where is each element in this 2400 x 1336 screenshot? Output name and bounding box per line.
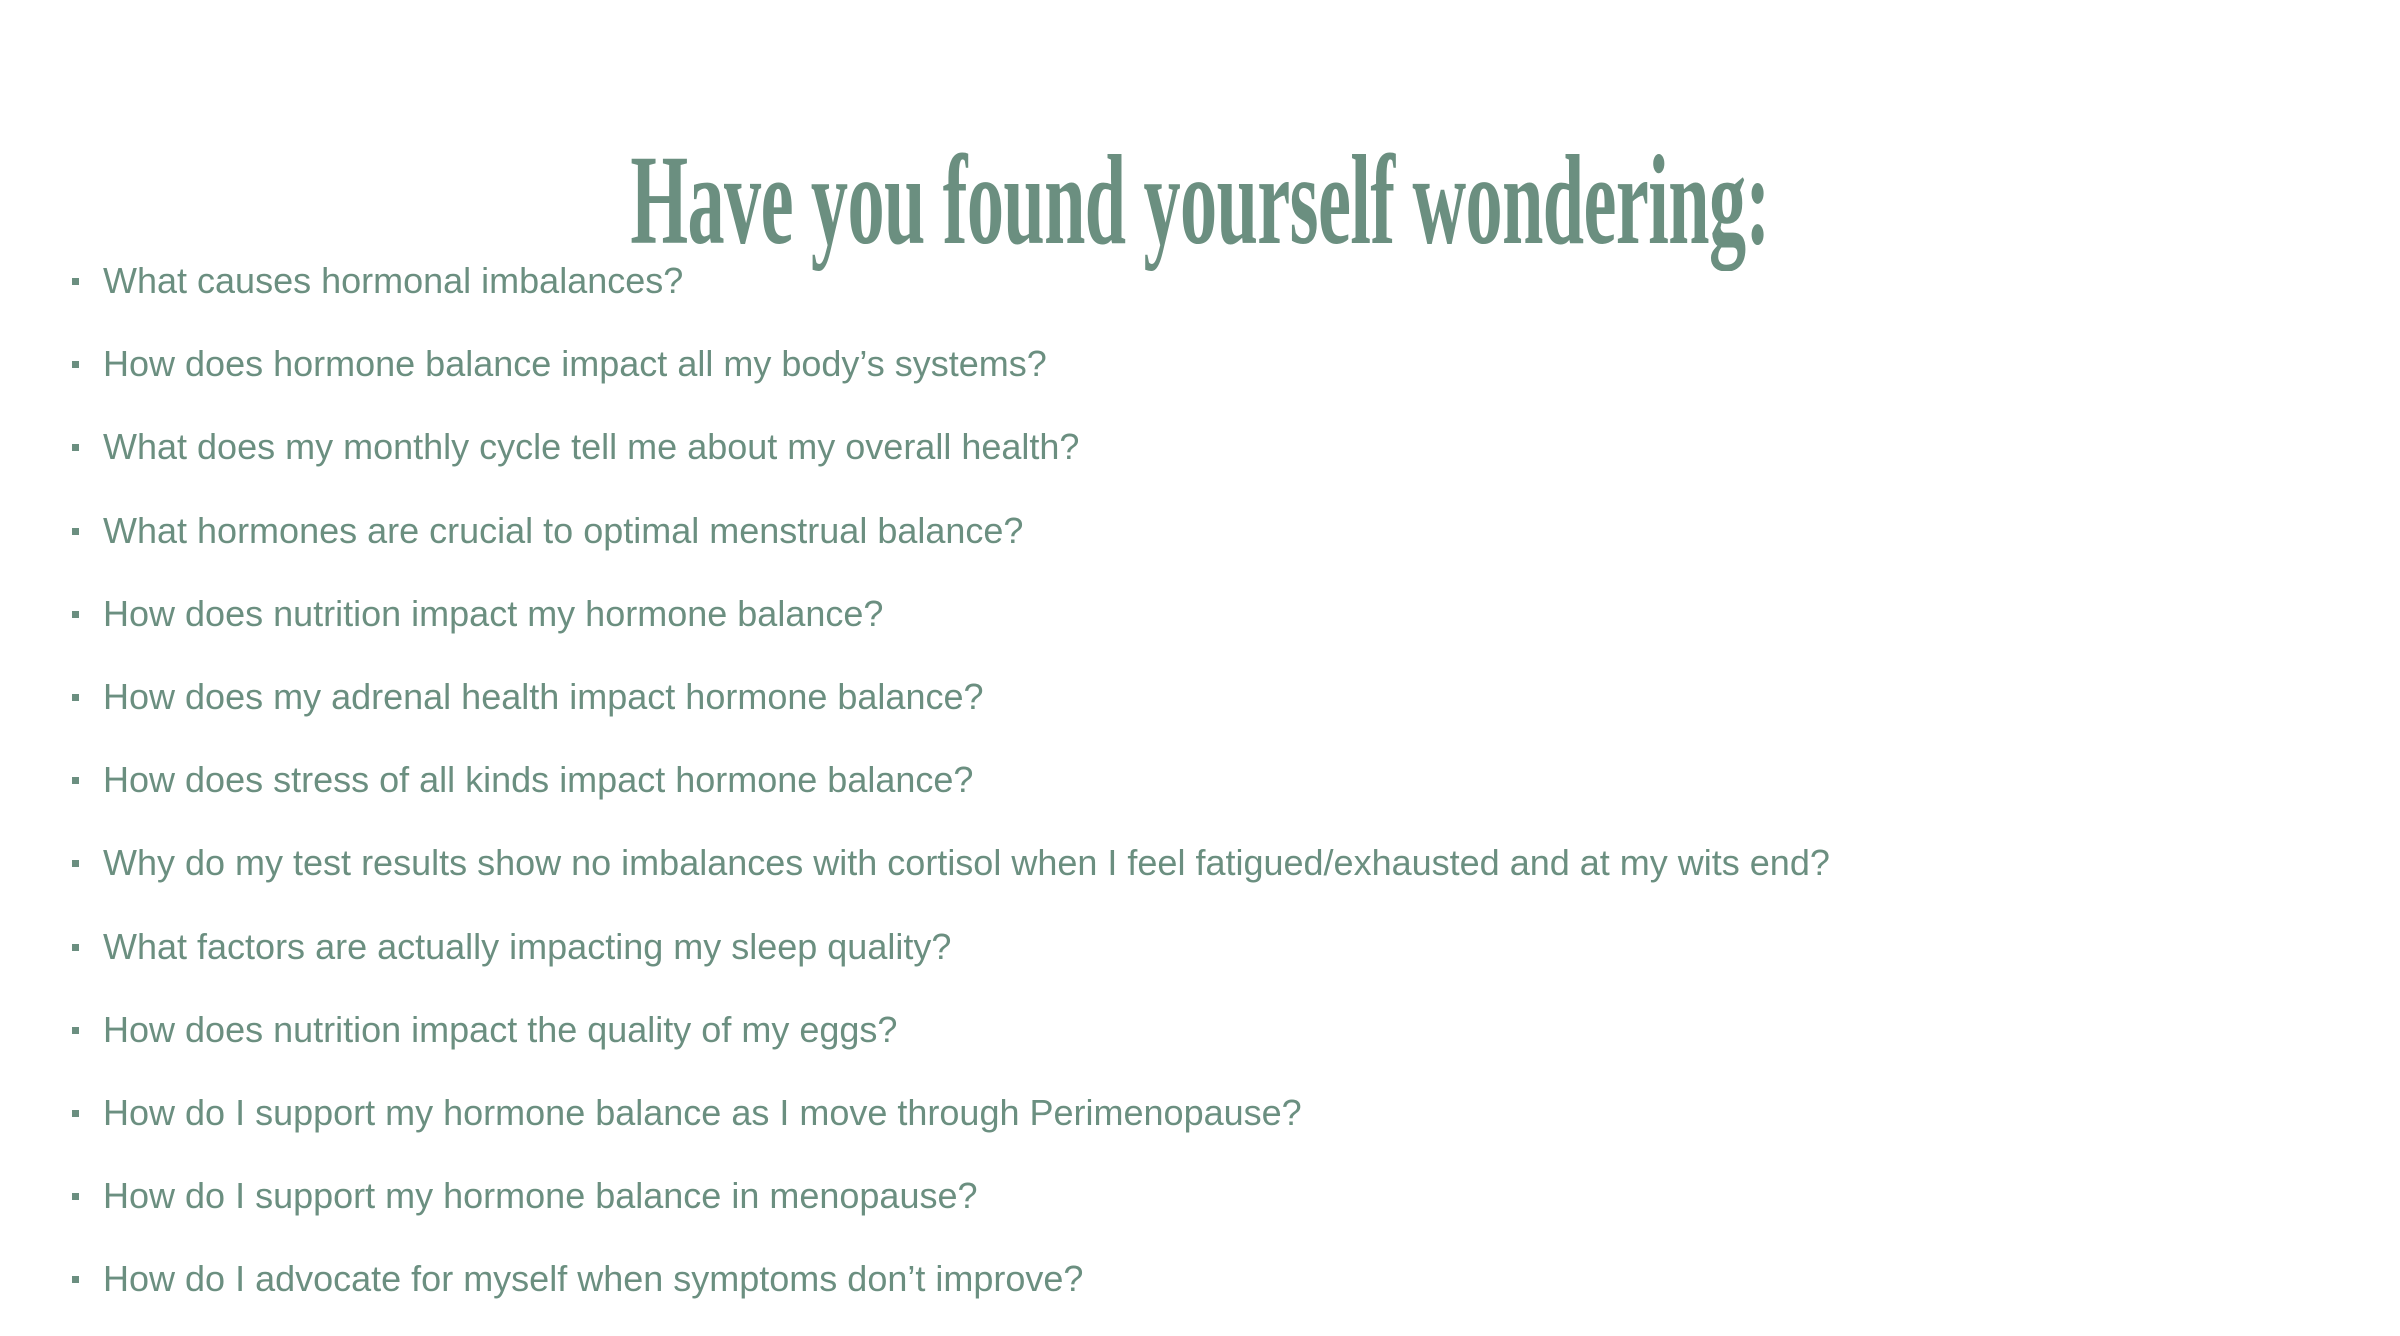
list-item [0, 754, 2400, 837]
square-bullet-icon [72, 694, 79, 701]
question-text: How do I advocate for myself when symptoms don’t improve? [103, 1258, 1084, 1300]
square-bullet-icon [72, 944, 79, 951]
square-bullet-icon [72, 1027, 79, 1034]
question-text: What does my monthly cycle tell me about my overall health? [103, 426, 1080, 468]
square-bullet-icon [72, 860, 79, 867]
question-text: What hormones are crucial to optimal menstrual balance? [103, 509, 1024, 551]
list-item [0, 671, 2400, 754]
question-text: How do I support my hormone balance as I move through Perimenopause? [103, 1091, 1302, 1133]
page-title: Have you found yourself wondering: [630, 128, 1770, 271]
list-item [0, 1004, 2400, 1087]
list-item [0, 837, 2400, 920]
question-text: What factors are actually impacting my sleep quality? [103, 925, 952, 967]
list-item [0, 255, 2400, 338]
question-text: What causes hormonal imbalances? [103, 260, 684, 301]
square-bullet-icon [72, 444, 79, 451]
list-item [0, 1253, 2400, 1336]
list-item [0, 588, 2400, 671]
list-item [0, 1170, 2400, 1253]
question-text: Why do my test results show no imbalances with cortisol when I feel fatigued/exhausted and at my wits end? [103, 842, 1830, 884]
square-bullet-icon [72, 611, 79, 618]
question-text: How does my adrenal health impact hormone balance? [103, 675, 984, 717]
question-text: How does stress of all kinds impact hormone balance? [103, 759, 974, 801]
list-item [0, 921, 2400, 1004]
list-item [0, 421, 2400, 504]
question-text: How does nutrition impact my hormone balance? [103, 592, 884, 634]
square-bullet-icon [72, 278, 79, 285]
question-text: How does nutrition impact the quality of my eggs? [103, 1008, 898, 1050]
square-bullet-icon [72, 1193, 79, 1200]
question-text: How do I support my hormone balance in menopause? [103, 1175, 978, 1217]
list-item [0, 505, 2400, 588]
square-bullet-icon [72, 528, 79, 535]
question-list [0, 255, 2400, 1336]
question-text: How does hormone balance impact all my body’s systems? [103, 343, 1047, 385]
square-bullet-icon [72, 1110, 79, 1117]
square-bullet-icon [72, 1276, 79, 1283]
list-item [0, 1087, 2400, 1170]
list-item [0, 338, 2400, 421]
square-bullet-icon [72, 361, 79, 368]
square-bullet-icon [72, 777, 79, 784]
